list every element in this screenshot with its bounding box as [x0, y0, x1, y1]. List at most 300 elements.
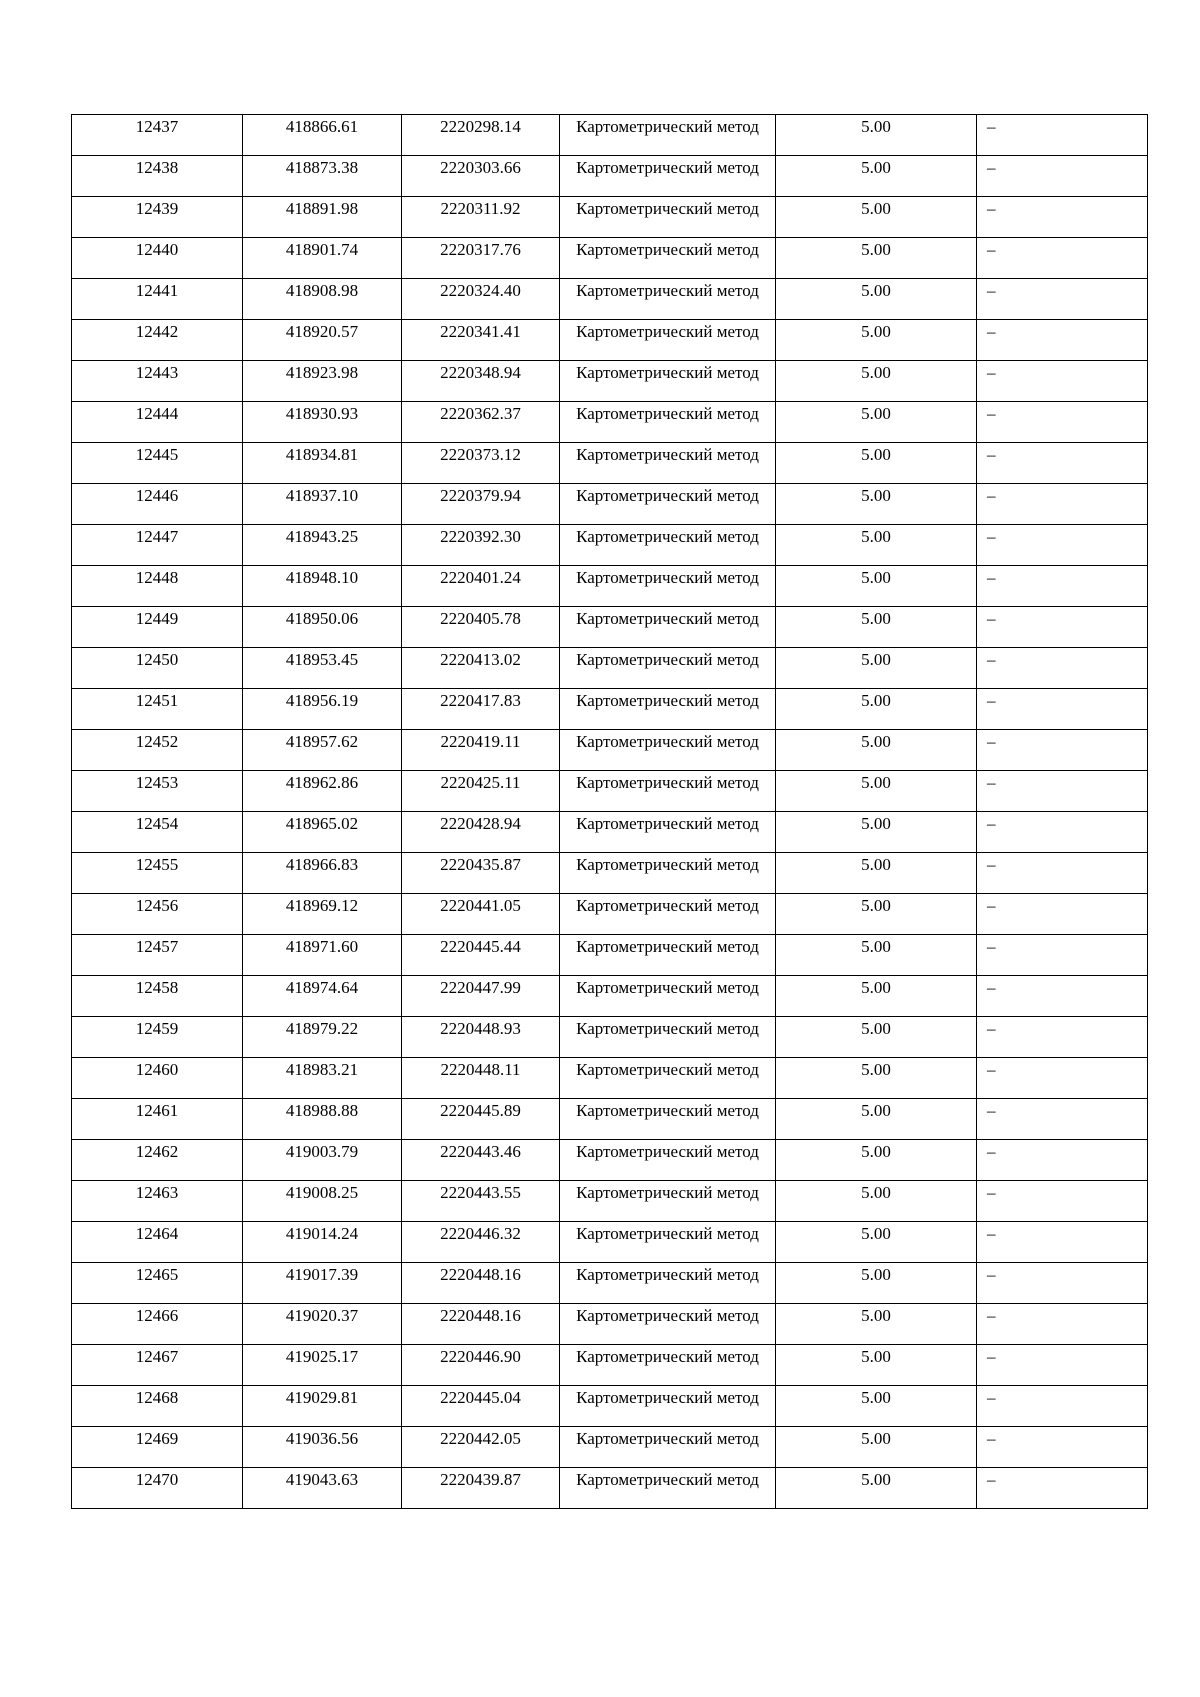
- method-cell-text: Картометрический метод: [576, 363, 759, 382]
- x-coordinate-cell: [243, 1263, 402, 1304]
- method-cell: [560, 894, 776, 935]
- point-number-cell: [72, 1468, 243, 1509]
- table-row: [72, 1058, 1148, 1099]
- method-cell: [560, 115, 776, 156]
- y-coordinate-cell-text: 2220445.89: [440, 1101, 521, 1120]
- x-coordinate-cell: [243, 402, 402, 443]
- point-number-cell-text: 12465: [135, 1265, 179, 1284]
- point-number-cell-text: 12445: [135, 445, 179, 464]
- y-coordinate-cell-text: 2220417.83: [440, 691, 521, 710]
- table-row: [72, 894, 1148, 935]
- description-cell-text: –: [987, 1224, 996, 1243]
- x-coordinate-cell-text: 418953.45: [285, 650, 359, 669]
- method-cell: [560, 1468, 776, 1509]
- y-coordinate-cell: [402, 402, 560, 443]
- x-coordinate-cell: [243, 443, 402, 484]
- y-coordinate-cell-text: 2220324.40: [440, 281, 521, 300]
- accuracy-cell-text: 5.00: [861, 527, 891, 546]
- accuracy-cell: [776, 1222, 977, 1263]
- method-cell: [560, 976, 776, 1017]
- method-cell: [560, 1304, 776, 1345]
- method-cell: [560, 320, 776, 361]
- description-cell-text: –: [987, 732, 996, 751]
- method-cell-text: Картометрический метод: [576, 568, 759, 587]
- x-coordinate-cell: [243, 566, 402, 607]
- point-number-cell-text: 12448: [135, 568, 179, 587]
- accuracy-cell: [776, 771, 977, 812]
- point-number-cell-text: 12454: [135, 814, 179, 833]
- y-coordinate-cell-text: 2220441.05: [440, 896, 521, 915]
- accuracy-cell: [776, 1181, 977, 1222]
- accuracy-cell-text: 5.00: [861, 978, 891, 997]
- method-cell-text: Картометрический метод: [576, 896, 759, 915]
- y-coordinate-cell-text: 2220311.92: [440, 199, 521, 218]
- accuracy-cell-text: 5.00: [861, 1224, 891, 1243]
- table-row: [72, 320, 1148, 361]
- table-row: [72, 156, 1148, 197]
- point-number-cell-text: 12467: [135, 1347, 179, 1366]
- x-coordinate-cell: [243, 361, 402, 402]
- table-row: [72, 443, 1148, 484]
- point-number-cell: [72, 812, 243, 853]
- description-cell: [977, 1427, 1148, 1468]
- description-cell: [977, 1140, 1148, 1181]
- accuracy-cell-text: 5.00: [861, 1101, 891, 1120]
- x-coordinate-cell: [243, 1140, 402, 1181]
- x-coordinate-cell: [243, 197, 402, 238]
- y-coordinate-cell: [402, 156, 560, 197]
- point-number-cell-text: 12437: [135, 117, 179, 136]
- point-number-cell: [72, 1222, 243, 1263]
- y-coordinate-cell: [402, 607, 560, 648]
- point-number-cell-text: 12469: [135, 1429, 179, 1448]
- x-coordinate-cell: [243, 730, 402, 771]
- y-coordinate-cell-text: 2220446.32: [440, 1224, 521, 1243]
- table-row: [72, 607, 1148, 648]
- y-coordinate-cell-text: 2220448.16: [440, 1306, 521, 1325]
- accuracy-cell: [776, 1263, 977, 1304]
- description-cell-text: –: [987, 1142, 996, 1161]
- y-coordinate-cell: [402, 1468, 560, 1509]
- description-cell-text: –: [987, 1265, 996, 1284]
- point-number-cell-text: 12441: [135, 281, 179, 300]
- x-coordinate-cell: [243, 607, 402, 648]
- method-cell: [560, 648, 776, 689]
- y-coordinate-cell: [402, 935, 560, 976]
- method-cell: [560, 1263, 776, 1304]
- y-coordinate-cell-text: 2220428.94: [440, 814, 521, 833]
- y-coordinate-cell: [402, 238, 560, 279]
- coordinates-table: [71, 114, 1148, 1509]
- point-number-cell-text: 12443: [135, 363, 179, 382]
- y-coordinate-cell-text: 2220435.87: [440, 855, 521, 874]
- table-row: [72, 1345, 1148, 1386]
- method-cell: [560, 484, 776, 525]
- description-cell-text: –: [987, 404, 996, 423]
- method-cell-text: Картометрический метод: [576, 1388, 759, 1407]
- accuracy-cell: [776, 894, 977, 935]
- accuracy-cell: [776, 566, 977, 607]
- method-cell-text: Картометрический метод: [576, 158, 759, 177]
- description-cell-text: –: [987, 363, 996, 382]
- method-cell-text: Картометрический метод: [576, 978, 759, 997]
- accuracy-cell-text: 5.00: [861, 650, 891, 669]
- y-coordinate-cell: [402, 1427, 560, 1468]
- method-cell: [560, 1427, 776, 1468]
- accuracy-cell: [776, 1304, 977, 1345]
- description-cell-text: –: [987, 814, 996, 833]
- description-cell: [977, 484, 1148, 525]
- accuracy-cell-text: 5.00: [861, 691, 891, 710]
- x-coordinate-cell-text: 419043.63: [285, 1470, 359, 1489]
- x-coordinate-cell-text: 418974.64: [285, 978, 359, 997]
- table-row: [72, 1181, 1148, 1222]
- x-coordinate-cell: [243, 320, 402, 361]
- y-coordinate-cell-text: 2220448.16: [440, 1265, 521, 1284]
- point-number-cell-text: 12466: [135, 1306, 179, 1325]
- description-cell: [977, 1263, 1148, 1304]
- description-cell-text: –: [987, 978, 996, 997]
- point-number-cell-text: 12439: [135, 199, 179, 218]
- description-cell: [977, 1345, 1148, 1386]
- x-coordinate-cell-text: 418891.98: [285, 199, 359, 218]
- accuracy-cell: [776, 976, 977, 1017]
- x-coordinate-cell: [243, 1468, 402, 1509]
- table-row: [72, 115, 1148, 156]
- y-coordinate-cell-text: 2220419.11: [440, 732, 521, 751]
- description-cell-text: –: [987, 650, 996, 669]
- method-cell-text: Картометрический метод: [576, 1224, 759, 1243]
- table-row: [72, 197, 1148, 238]
- description-cell: [977, 197, 1148, 238]
- method-cell: [560, 525, 776, 566]
- accuracy-cell: [776, 402, 977, 443]
- description-cell-text: –: [987, 1101, 996, 1120]
- description-cell-text: –: [987, 855, 996, 874]
- y-coordinate-cell: [402, 484, 560, 525]
- y-coordinate-cell-text: 2220447.99: [440, 978, 521, 997]
- accuracy-cell-text: 5.00: [861, 199, 891, 218]
- point-number-cell: [72, 853, 243, 894]
- x-coordinate-cell: [243, 1017, 402, 1058]
- description-cell: [977, 812, 1148, 853]
- x-coordinate-cell: [243, 976, 402, 1017]
- point-number-cell-text: 12447: [135, 527, 179, 546]
- x-coordinate-cell: [243, 484, 402, 525]
- table-row: [72, 402, 1148, 443]
- description-cell: [977, 156, 1148, 197]
- method-cell-text: Картометрический метод: [576, 1142, 759, 1161]
- description-cell-text: –: [987, 1183, 996, 1202]
- description-cell: [977, 443, 1148, 484]
- y-coordinate-cell-text: 2220392.30: [440, 527, 521, 546]
- x-coordinate-cell: [243, 1181, 402, 1222]
- y-coordinate-cell: [402, 566, 560, 607]
- x-coordinate-cell-text: 419036.56: [285, 1429, 359, 1448]
- method-cell-text: Картометрический метод: [576, 609, 759, 628]
- method-cell-text: Картометрический метод: [576, 117, 759, 136]
- method-cell-text: Картометрический метод: [576, 1060, 759, 1079]
- accuracy-cell: [776, 1427, 977, 1468]
- method-cell-text: Картометрический метод: [576, 855, 759, 874]
- accuracy-cell: [776, 1345, 977, 1386]
- point-number-cell-text: 12438: [135, 158, 179, 177]
- method-cell: [560, 443, 776, 484]
- accuracy-cell-text: 5.00: [861, 281, 891, 300]
- accuracy-cell-text: 5.00: [861, 1470, 891, 1489]
- accuracy-cell: [776, 1468, 977, 1509]
- y-coordinate-cell: [402, 279, 560, 320]
- y-coordinate-cell: [402, 1222, 560, 1263]
- accuracy-cell-text: 5.00: [861, 896, 891, 915]
- x-coordinate-cell: [243, 771, 402, 812]
- method-cell-text: Картометрический метод: [576, 1265, 759, 1284]
- x-coordinate-cell-text: 419014.24: [285, 1224, 359, 1243]
- description-cell-text: –: [987, 1306, 996, 1325]
- description-cell-text: –: [987, 240, 996, 259]
- x-coordinate-cell-text: 418950.06: [285, 609, 359, 628]
- accuracy-cell: [776, 197, 977, 238]
- table-row: [72, 771, 1148, 812]
- method-cell: [560, 607, 776, 648]
- method-cell: [560, 1222, 776, 1263]
- point-number-cell: [72, 1058, 243, 1099]
- method-cell-text: Картометрический метод: [576, 404, 759, 423]
- accuracy-cell-text: 5.00: [861, 404, 891, 423]
- accuracy-cell-text: 5.00: [861, 732, 891, 751]
- table-row: [72, 279, 1148, 320]
- accuracy-cell-text: 5.00: [861, 240, 891, 259]
- description-cell-text: –: [987, 1388, 996, 1407]
- description-cell-text: –: [987, 1470, 996, 1489]
- y-coordinate-cell-text: 2220341.41: [440, 322, 521, 341]
- point-number-cell-text: 12457: [135, 937, 179, 956]
- x-coordinate-cell: [243, 1386, 402, 1427]
- description-cell: [977, 115, 1148, 156]
- accuracy-cell: [776, 238, 977, 279]
- point-number-cell-text: 12461: [135, 1101, 179, 1120]
- table-row: [72, 525, 1148, 566]
- point-number-cell: [72, 1099, 243, 1140]
- point-number-cell-text: 12468: [135, 1388, 179, 1407]
- point-number-cell: [72, 361, 243, 402]
- y-coordinate-cell-text: 2220443.46: [440, 1142, 521, 1161]
- description-cell: [977, 730, 1148, 771]
- y-coordinate-cell: [402, 648, 560, 689]
- accuracy-cell: [776, 115, 977, 156]
- description-cell-text: –: [987, 1019, 996, 1038]
- accuracy-cell-text: 5.00: [861, 1429, 891, 1448]
- method-cell: [560, 1017, 776, 1058]
- accuracy-cell: [776, 853, 977, 894]
- description-cell-text: –: [987, 896, 996, 915]
- x-coordinate-cell-text: 418956.19: [285, 691, 359, 710]
- y-coordinate-cell: [402, 320, 560, 361]
- description-cell-text: –: [987, 937, 996, 956]
- point-number-cell: [72, 1427, 243, 1468]
- description-cell: [977, 402, 1148, 443]
- x-coordinate-cell-text: 418957.62: [285, 732, 359, 751]
- accuracy-cell: [776, 730, 977, 771]
- method-cell-text: Картометрический метод: [576, 486, 759, 505]
- point-number-cell-text: 12440: [135, 240, 179, 259]
- y-coordinate-cell-text: 2220425.11: [440, 773, 521, 792]
- method-cell: [560, 1181, 776, 1222]
- table-row: [72, 484, 1148, 525]
- point-number-cell-text: 12460: [135, 1060, 179, 1079]
- method-cell: [560, 156, 776, 197]
- description-cell-text: –: [987, 773, 996, 792]
- description-cell: [977, 1222, 1148, 1263]
- method-cell: [560, 689, 776, 730]
- point-number-cell: [72, 1017, 243, 1058]
- y-coordinate-cell: [402, 812, 560, 853]
- table-row: [72, 238, 1148, 279]
- y-coordinate-cell: [402, 1263, 560, 1304]
- point-number-cell: [72, 1263, 243, 1304]
- y-coordinate-cell: [402, 853, 560, 894]
- table-row: [72, 1017, 1148, 1058]
- x-coordinate-cell: [243, 1304, 402, 1345]
- table-row: [72, 935, 1148, 976]
- x-coordinate-cell: [243, 853, 402, 894]
- y-coordinate-cell-text: 2220445.44: [440, 937, 521, 956]
- accuracy-cell: [776, 443, 977, 484]
- y-coordinate-cell-text: 2220405.78: [440, 609, 521, 628]
- method-cell-text: Картометрический метод: [576, 1183, 759, 1202]
- y-coordinate-cell-text: 2220401.24: [440, 568, 521, 587]
- x-coordinate-cell-text: 419017.39: [285, 1265, 359, 1284]
- x-coordinate-cell-text: 418966.83: [285, 855, 359, 874]
- description-cell: [977, 894, 1148, 935]
- description-cell: [977, 689, 1148, 730]
- y-coordinate-cell-text: 2220442.05: [440, 1429, 521, 1448]
- description-cell-text: –: [987, 158, 996, 177]
- accuracy-cell: [776, 1017, 977, 1058]
- y-coordinate-cell-text: 2220448.11: [440, 1060, 521, 1079]
- x-coordinate-cell: [243, 1058, 402, 1099]
- method-cell: [560, 1058, 776, 1099]
- y-coordinate-cell: [402, 1017, 560, 1058]
- point-number-cell: [72, 566, 243, 607]
- point-number-cell: [72, 976, 243, 1017]
- x-coordinate-cell: [243, 115, 402, 156]
- y-coordinate-cell: [402, 894, 560, 935]
- point-number-cell-text: 12446: [135, 486, 179, 505]
- x-coordinate-cell: [243, 1427, 402, 1468]
- method-cell-text: Картометрический метод: [576, 199, 759, 218]
- x-coordinate-cell-text: 418901.74: [285, 240, 359, 259]
- y-coordinate-cell-text: 2220445.04: [440, 1388, 521, 1407]
- method-cell-text: Картометрический метод: [576, 1470, 759, 1489]
- table-row: [72, 1099, 1148, 1140]
- table-row: [72, 853, 1148, 894]
- accuracy-cell-text: 5.00: [861, 855, 891, 874]
- y-coordinate-cell-text: 2220348.94: [440, 363, 521, 382]
- accuracy-cell: [776, 935, 977, 976]
- y-coordinate-cell: [402, 525, 560, 566]
- point-number-cell: [72, 320, 243, 361]
- method-cell: [560, 197, 776, 238]
- method-cell-text: Картометрический метод: [576, 732, 759, 751]
- y-coordinate-cell: [402, 115, 560, 156]
- y-coordinate-cell: [402, 1386, 560, 1427]
- point-number-cell: [72, 484, 243, 525]
- point-number-cell: [72, 238, 243, 279]
- accuracy-cell: [776, 689, 977, 730]
- accuracy-cell: [776, 812, 977, 853]
- description-cell-text: –: [987, 199, 996, 218]
- x-coordinate-cell-text: 418965.02: [285, 814, 359, 833]
- method-cell: [560, 402, 776, 443]
- method-cell: [560, 853, 776, 894]
- description-cell: [977, 1017, 1148, 1058]
- description-cell: [977, 361, 1148, 402]
- table-row: [72, 976, 1148, 1017]
- method-cell-text: Картометрический метод: [576, 1101, 759, 1120]
- accuracy-cell: [776, 279, 977, 320]
- point-number-cell: [72, 1304, 243, 1345]
- x-coordinate-cell-text: 419003.79: [285, 1142, 359, 1161]
- table-row: [72, 1304, 1148, 1345]
- method-cell-text: Картометрический метод: [576, 1429, 759, 1448]
- x-coordinate-cell-text: 418934.81: [285, 445, 359, 464]
- accuracy-cell: [776, 320, 977, 361]
- method-cell-text: Картометрический метод: [576, 937, 759, 956]
- y-coordinate-cell: [402, 1058, 560, 1099]
- point-number-cell: [72, 730, 243, 771]
- x-coordinate-cell: [243, 156, 402, 197]
- x-coordinate-cell-text: 419025.17: [285, 1347, 359, 1366]
- y-coordinate-cell: [402, 689, 560, 730]
- point-number-cell-text: 12450: [135, 650, 179, 669]
- description-cell-text: –: [987, 445, 996, 464]
- y-coordinate-cell: [402, 1345, 560, 1386]
- y-coordinate-cell-text: 2220439.87: [440, 1470, 521, 1489]
- description-cell: [977, 1468, 1148, 1509]
- y-coordinate-cell: [402, 1099, 560, 1140]
- method-cell: [560, 730, 776, 771]
- point-number-cell: [72, 771, 243, 812]
- description-cell: [977, 1099, 1148, 1140]
- description-cell: [977, 525, 1148, 566]
- point-number-cell-text: 12456: [135, 896, 179, 915]
- accuracy-cell-text: 5.00: [861, 773, 891, 792]
- coordinates-table-body: [72, 115, 1148, 1509]
- accuracy-cell-text: 5.00: [861, 1019, 891, 1038]
- method-cell-text: Картометрический метод: [576, 240, 759, 259]
- x-coordinate-cell-text: 419029.81: [285, 1388, 359, 1407]
- description-cell: [977, 1181, 1148, 1222]
- method-cell: [560, 1345, 776, 1386]
- y-coordinate-cell-text: 2220373.12: [440, 445, 521, 464]
- y-coordinate-cell-text: 2220446.90: [440, 1347, 521, 1366]
- accuracy-cell-text: 5.00: [861, 117, 891, 136]
- accuracy-cell: [776, 361, 977, 402]
- table-row: [72, 648, 1148, 689]
- x-coordinate-cell-text: 418943.25: [285, 527, 359, 546]
- y-coordinate-cell: [402, 976, 560, 1017]
- accuracy-cell-text: 5.00: [861, 1183, 891, 1202]
- method-cell: [560, 1099, 776, 1140]
- point-number-cell: [72, 197, 243, 238]
- description-cell-text: –: [987, 281, 996, 300]
- table-row: [72, 1427, 1148, 1468]
- method-cell: [560, 279, 776, 320]
- point-number-cell: [72, 1345, 243, 1386]
- point-number-cell: [72, 648, 243, 689]
- x-coordinate-cell-text: 418930.93: [285, 404, 359, 423]
